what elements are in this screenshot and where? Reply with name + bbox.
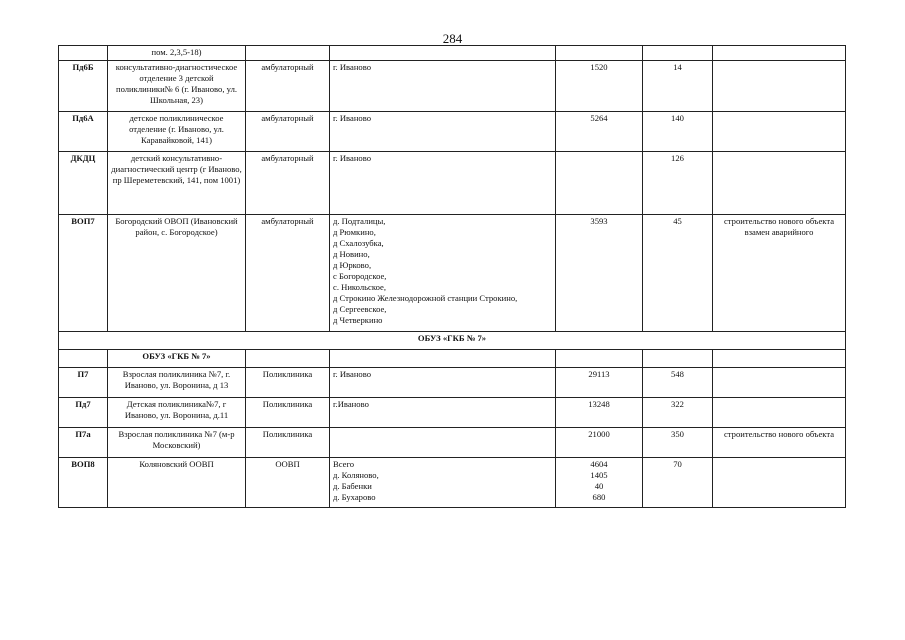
row-type: Поликлиника <box>246 428 330 458</box>
table-row <box>59 215 846 332</box>
row-type <box>246 46 330 61</box>
row-value-2: 14 <box>643 61 713 112</box>
section-heading-row <box>59 332 846 350</box>
row-code: ДКДЦ <box>59 152 108 215</box>
row-value-1-line: 5264 <box>590 113 608 123</box>
row-note <box>713 458 846 508</box>
row-area-line: д Строкино Железнодорожной станции Строкино, <box>333 293 518 303</box>
row-value-1 <box>556 215 643 332</box>
row-code: Пд6А <box>59 112 108 152</box>
row-note: строительство нового объекта взамен аварийного <box>713 215 846 332</box>
row-value-1-line: 29113 <box>588 369 610 379</box>
row-value-1-line: 680 <box>592 492 606 502</box>
row-name: пом. 2,3,5-18) <box>108 46 246 61</box>
row-area <box>330 398 556 428</box>
subheading: ОБУЗ «ГКБ № 7» <box>108 350 246 368</box>
row-value-2: 350 <box>643 428 713 458</box>
facilities-table <box>58 45 846 508</box>
row-value-2: 548 <box>643 368 713 398</box>
row-value-1-line: 40 <box>594 481 604 491</box>
row-note: строительство нового объекта <box>713 428 846 458</box>
row-area-line: д Сергеевское, <box>333 304 387 314</box>
row-value-1-line: 1520 <box>590 62 608 72</box>
row-value-1 <box>556 112 643 152</box>
row-name: консультативно-диагностическое отделение 3 детской поликлиники№ 6 (г. Иваново, ул. Школьная, 23) <box>108 61 246 112</box>
row-value-1-line: 13248 <box>588 399 610 409</box>
row-value-2 <box>643 46 713 61</box>
row-type: амбулаторный <box>246 215 330 332</box>
row-code <box>59 46 108 61</box>
row-value-1-line: 3593 <box>590 216 608 226</box>
row-note <box>713 112 846 152</box>
row-type: амбулаторный <box>246 152 330 215</box>
row-area <box>330 458 556 508</box>
table-row <box>59 398 846 428</box>
row-area-line: д. Коляново, <box>333 470 379 480</box>
row-note <box>713 152 846 215</box>
row-value-1 <box>556 428 643 458</box>
row-type: Поликлиника <box>246 398 330 428</box>
row-area-line: г. Иваново <box>333 369 372 379</box>
row-area-line: г. Иваново <box>333 113 372 123</box>
row-area-line: д Новино, <box>333 249 370 259</box>
table-row <box>59 46 846 61</box>
row-type: амбулаторный <box>246 112 330 152</box>
table-row <box>59 428 846 458</box>
row-area-line: г. Иваново <box>333 153 372 163</box>
row-code: П7 <box>59 368 108 398</box>
row-area-line: д Рюмкино, <box>333 227 376 237</box>
row-name: Детская поликлиника№7, г Иваново, ул. Воронина, д.11 <box>108 398 246 428</box>
row-value-1 <box>556 368 643 398</box>
row-code: П7а <box>59 428 108 458</box>
table-row <box>59 368 846 398</box>
row-area-line: д. Подталицы, <box>333 216 386 226</box>
row-type: амбулаторный <box>246 61 330 112</box>
row-area <box>330 152 556 215</box>
table-row <box>59 152 846 215</box>
row-name: Взрослая поликлиника №7, г. Иваново, ул. Воронина, д 13 <box>108 368 246 398</box>
row-area-line: г.Иваново <box>333 399 369 409</box>
row-area-line: г. Иваново <box>333 62 372 72</box>
row-name: детское поликлиническое отделение (г. Иваново, ул. Каравайковой, 141) <box>108 112 246 152</box>
table-row <box>59 112 846 152</box>
row-code: ВОП8 <box>59 458 108 508</box>
row-code: ВОП7 <box>59 215 108 332</box>
row-area-line: д Схалозубка, <box>333 238 384 248</box>
row-note <box>713 46 846 61</box>
row-area-line: д Юрково, <box>333 260 372 270</box>
row-value-1-line: 21000 <box>588 429 610 439</box>
row-area <box>330 368 556 398</box>
table-row <box>59 61 846 112</box>
row-name: Богородский ОВОП (Ивановский район, с. Богородское) <box>108 215 246 332</box>
row-area-line: Всего <box>333 459 355 469</box>
row-name: Коляновский ООВП <box>108 458 246 508</box>
row-area <box>330 215 556 332</box>
row-area <box>330 46 556 61</box>
row-value-2: 322 <box>643 398 713 428</box>
row-value-1 <box>556 152 643 215</box>
table-row <box>59 458 846 508</box>
row-area-line: д. Бухарово <box>333 492 376 502</box>
row-value-1 <box>556 398 643 428</box>
row-value-2: 45 <box>643 215 713 332</box>
row-value-1 <box>556 46 643 61</box>
row-area <box>330 112 556 152</box>
row-code: Пд7 <box>59 398 108 428</box>
row-value-1-line: 4604 <box>590 459 608 469</box>
row-value-1 <box>556 458 643 508</box>
row-note <box>713 368 846 398</box>
row-name: Взрослая поликлиника №7 (м-р Московский) <box>108 428 246 458</box>
row-note <box>713 398 846 428</box>
row-value-2: 70 <box>643 458 713 508</box>
row-name: детский консультативно-диагностический центр (г Иваново, пр Шереметевский, 141, пом 1001) <box>108 152 246 215</box>
row-value-2: 140 <box>643 112 713 152</box>
row-value-1 <box>556 61 643 112</box>
row-area-line: д. Бабенки <box>333 481 372 491</box>
row-value-1-line: 1405 <box>590 470 608 480</box>
row-type: ООВП <box>246 458 330 508</box>
row-area <box>330 61 556 112</box>
row-code: Пд6Б <box>59 61 108 112</box>
row-type: Поликлиника <box>246 368 330 398</box>
row-area-line: с. Никольское, <box>333 282 386 292</box>
row-area-line: д Четверкино <box>333 315 383 325</box>
row-area-line: с Богородское, <box>333 271 387 281</box>
row-value-2: 126 <box>643 152 713 215</box>
page-number: 284 <box>442 31 463 46</box>
row-area <box>330 428 556 458</box>
row-note <box>713 61 846 112</box>
subheading-row <box>59 350 846 368</box>
section-heading: ОБУЗ «ГКБ № 7» <box>59 332 846 350</box>
